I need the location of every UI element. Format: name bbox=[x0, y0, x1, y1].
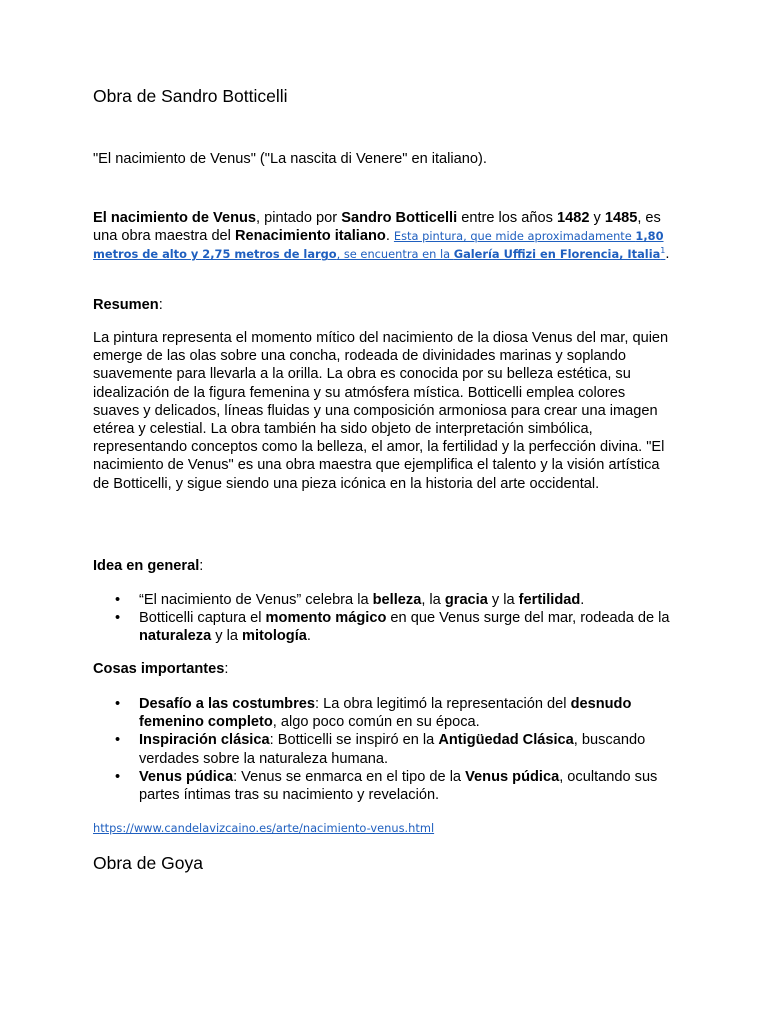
cosas-colon: : bbox=[224, 661, 229, 677]
intro-text: entre los años bbox=[457, 210, 557, 226]
intro-movement: Renacimiento italiano bbox=[234, 228, 386, 245]
section-heading-botticelli: Obra de Sandro Botticelli bbox=[93, 86, 288, 106]
intro-text: . bbox=[385, 228, 394, 245]
link-dimensions: 1,80 metros de alto y 2,75 metros de largo bbox=[93, 229, 664, 262]
intro-artist: Sandro Botticelli bbox=[341, 210, 458, 226]
resumen-label: Resumen bbox=[93, 297, 159, 313]
link-text: , se encuentra en la bbox=[336, 247, 454, 262]
source-link[interactable]: https://www.candelavizcaino.es/arte/nacimiento-venus.html bbox=[93, 821, 435, 835]
list-item: • Inspiración clásica: Botticelli se inspiró en la Antigüedad Clásica, buscando verdades sobre la naturaleza humana. bbox=[93, 731, 673, 767]
cosas-list bbox=[93, 695, 673, 804]
list-item: • “El nacimiento de Venus” celebra la belleza, la gracia y la fertilidad. bbox=[93, 591, 673, 609]
resumen-colon: : bbox=[158, 297, 163, 313]
intro-year-start: 1482 bbox=[556, 210, 590, 226]
intro-text: , pintado por bbox=[256, 210, 342, 226]
section-heading-goya: Obra de Goya bbox=[93, 853, 203, 873]
resumen-paragraph: La pintura representa el momento mítico del nacimiento de la diosa Venus del mar, quien emerge de las olas sobre una concha, rodeada de divinidades marinas y soplando suavemente para llevarla a la orilla. La obra es conocida por su belleza estética, su idealización de la figura femenina y su atmósfera mística. Botticelli emplea colores suaves y delicados, líneas fluidas y una composición armoniosa para crear una imagen etérea y celestial. La obra también ha sido objeto de interpretación simbólica, representando conceptos como la belleza, el amor, la fertilidad y la perfección divina. "El nacimiento de Venus" es una obra maestra que ejemplifica el talento y la visión artística de Botticelli, y sigue siendo una pieza icónica en la historia del arte occidental. bbox=[93, 330, 669, 492]
list-item: • Venus púdica: Venus se enmarca en el tipo de la Venus púdica, ocultando sus partes íntimas tras su nacimiento y revelación. bbox=[93, 768, 673, 804]
link-text: Esta pintura, que mide aproximadamente bbox=[393, 229, 636, 244]
intro-year-end: 1485 bbox=[604, 210, 638, 226]
cosas-heading bbox=[93, 660, 673, 678]
idea-colon: : bbox=[199, 558, 204, 574]
cosas-label: Cosas importantes bbox=[93, 661, 225, 677]
intro-text: y bbox=[589, 210, 605, 226]
list-item: • Desafío a las costumbres: La obra legitimó la representación del desnudo femenino completo, algo poco común en su época. bbox=[93, 695, 673, 731]
painting-subtitle: "El nacimiento de Venus" ("La nascita di Venere" en italiano). bbox=[93, 151, 487, 167]
intro-paragraph bbox=[93, 209, 673, 264]
resumen-heading bbox=[93, 296, 673, 314]
idea-list bbox=[93, 591, 673, 646]
link-location: Galería Uffizi en Florencia, Italia bbox=[453, 247, 661, 262]
idea-heading bbox=[93, 557, 673, 575]
footnote-marker[interactable]: 1 bbox=[660, 246, 666, 256]
intro-title: El nacimiento de Venus bbox=[93, 210, 257, 226]
intro-text: , es una obra maestra del bbox=[93, 210, 661, 245]
list-item: • Botticelli captura el momento mágico en que Venus surge del mar, rodeada de la naturaleza y la mitología. bbox=[93, 609, 673, 645]
intro-text: . bbox=[665, 246, 670, 263]
idea-label: Idea en general bbox=[93, 558, 200, 574]
